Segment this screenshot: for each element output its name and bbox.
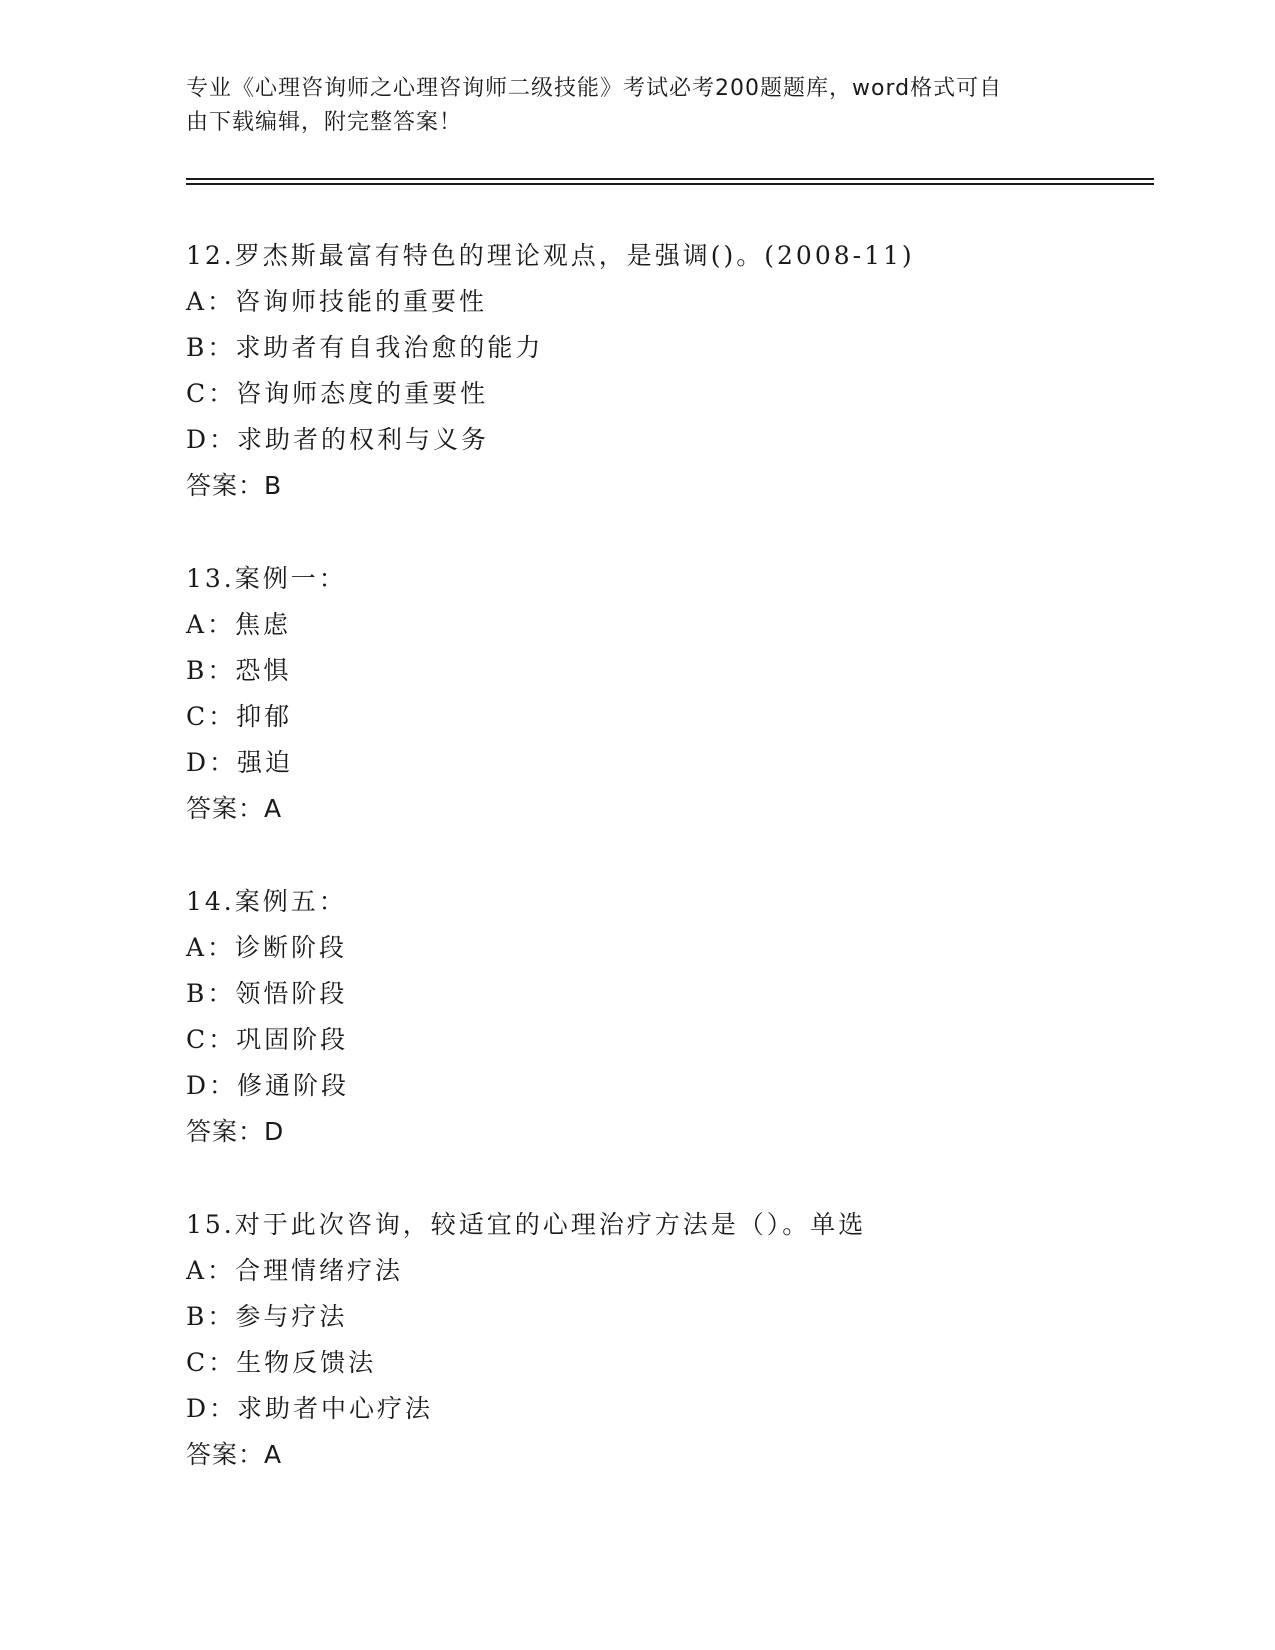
question-list xyxy=(186,233,1146,1525)
question-stem: 15.对于此次咨询，较适宜的心理治疗方法是（）。单选 xyxy=(186,1210,867,1239)
option-c: C：巩固阶段 xyxy=(186,1025,349,1054)
option-a: A：焦虑 xyxy=(186,610,292,639)
question-stem: 14.案例五： xyxy=(186,887,347,916)
document-header xyxy=(186,72,1066,140)
option-c: C：抑郁 xyxy=(186,702,293,731)
option-b: B：参与疗法 xyxy=(186,1302,348,1331)
header-divider-top xyxy=(186,178,1154,180)
option-a: A：合理情绪疗法 xyxy=(186,1256,404,1285)
option-a: A：诊断阶段 xyxy=(186,933,348,962)
question-13 xyxy=(186,556,1146,832)
option-c: C：生物反馈法 xyxy=(186,1348,377,1377)
header-divider-bottom xyxy=(186,183,1154,185)
question-stem: 13.案例一： xyxy=(186,564,347,593)
option-b: B：求助者有自我治愈的能力 xyxy=(186,333,544,362)
question-stem: 12.罗杰斯最富有特色的理论观点，是强调()。(2008-11) xyxy=(186,241,915,270)
question-15 xyxy=(186,1202,1146,1478)
option-d: D：求助者的权利与义务 xyxy=(186,425,490,454)
option-b: B：恐惧 xyxy=(186,656,292,685)
option-b: B：领悟阶段 xyxy=(186,979,348,1008)
option-d: D：修通阶段 xyxy=(186,1071,350,1100)
option-d: D：强迫 xyxy=(186,748,294,777)
option-d: D：求助者中心疗法 xyxy=(186,1394,434,1423)
answer-line: 答案：D xyxy=(186,1117,285,1146)
answer-line: 答案：B xyxy=(186,471,283,500)
header-line-2: 由下载编辑，附完整答案！ xyxy=(186,110,463,135)
answer-line: 答案：A xyxy=(186,794,283,823)
option-a: A：咨询师技能的重要性 xyxy=(186,287,488,316)
answer-line: 答案：A xyxy=(186,1440,283,1469)
option-c: C：咨询师态度的重要性 xyxy=(186,379,489,408)
question-14 xyxy=(186,879,1146,1155)
header-line-1: 专业《心理咨询师之心理咨询师二级技能》考试必考200题题库，word格式可自 xyxy=(186,76,1003,101)
question-12 xyxy=(186,233,1146,509)
